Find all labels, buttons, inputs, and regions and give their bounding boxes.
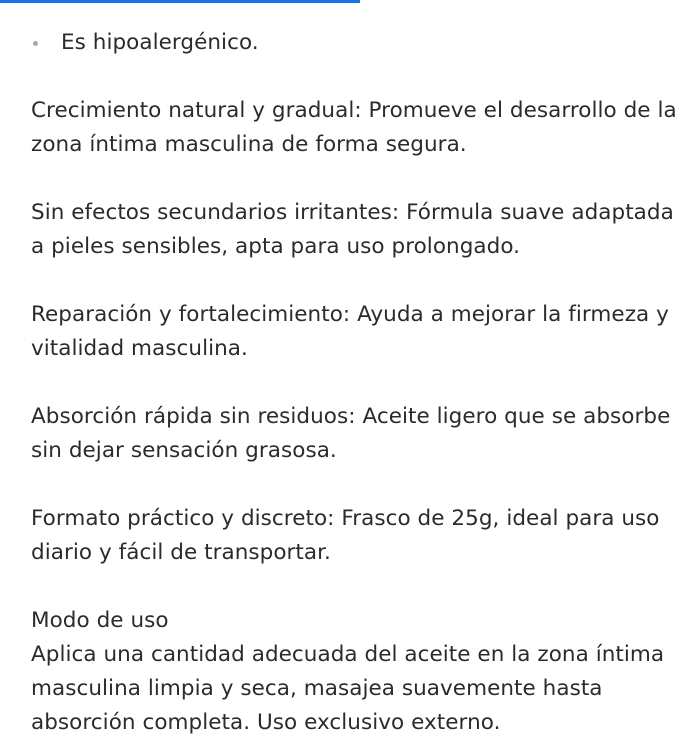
bullet-icon bbox=[33, 41, 38, 46]
paragraph-repair: Reparación y fortalecimiento: Ayuda a mejorar la firmeza y vitalidad masculina. bbox=[31, 302, 669, 361]
paragraph-fast-absorption: Absorción rápida sin residuos: Aceite ligero que se absorbe sin dejar sensación grasosa. bbox=[31, 404, 671, 463]
usage-heading: Modo de uso bbox=[31, 608, 169, 633]
paragraph-format: Formato práctico y discreto: Frasco de 25g, ideal para uso diario y fácil de transportar. bbox=[31, 506, 660, 565]
usage-text: Aplica una cantidad adecuada del aceite en la zona íntima masculina limpia y seca, masajea suavemente hasta absorción completa. Uso exclusivo externo. bbox=[31, 642, 665, 735]
list-item-text: Es hipoalergénico. bbox=[61, 30, 259, 55]
paragraph-no-side-effects: Sin efectos secundarios irritantes: Fórmula suave adaptada a pieles sensibles, apta para uso prolongado. bbox=[31, 200, 674, 259]
product-description bbox=[31, 26, 691, 740]
scroll-progress-bar bbox=[0, 0, 360, 3]
paragraph-natural-growth: Crecimiento natural y gradual: Promueve el desarrollo de la zona íntima masculina de forma segura. bbox=[31, 98, 677, 157]
list-item bbox=[31, 26, 691, 60]
usage-section bbox=[31, 604, 691, 740]
